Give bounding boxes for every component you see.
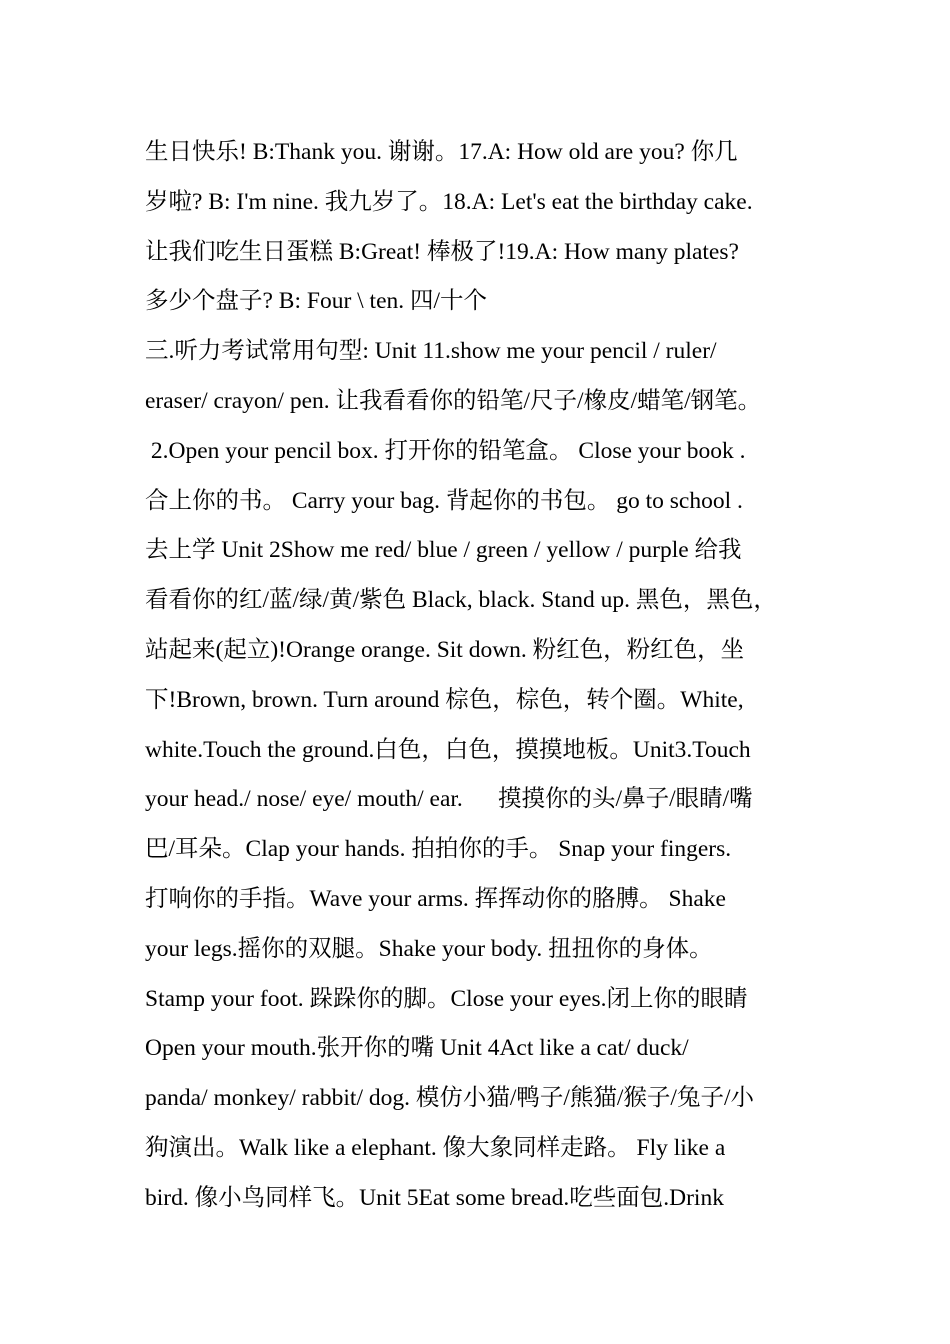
text-line: 下!Brown, brown. Turn around 棕色，棕色，转个圈。White, bbox=[145, 686, 744, 713]
text-line: 去上学 Unit 2Show me red/ blue / green / yellow / purple 给我 bbox=[145, 537, 742, 564]
text-line: 巴/耳朵。Clap your hands. 拍拍你的手。 Snap your fingers. bbox=[145, 836, 732, 863]
text-line: 生日快乐! B:Thank you. 谢谢。17.A: How old are you? 你几 bbox=[145, 139, 738, 165]
text-line: Stamp your foot. 跺跺你的脚。Close your eyes.闭上你的眼睛 bbox=[145, 985, 748, 1012]
text-line: 让我们吃生日蛋糕 B:Great! 棒极了!19.A: How many plates? bbox=[145, 238, 739, 265]
text-line: your legs.摇你的双腿。Shake your body. 扭扭你的身体。 bbox=[145, 935, 713, 962]
text-line: 多少个盘子? B: Four \ ten. 四/十个 bbox=[145, 288, 488, 315]
text-line: 合上你的书。 Carry your bag. 背起你的书包。 go to school . bbox=[145, 487, 743, 514]
text-line: 站起来(起立)!Orange orange. Sit down. 粉红色，粉红色，坐 bbox=[145, 636, 745, 663]
text-line: 岁啦? B: I'm nine. 我九岁了。18.A: Let's eat the birthday cake. bbox=[145, 188, 753, 215]
text-line: 看看你的红/蓝/绿/黄/紫色 Black, black. Stand up. 黑色，黑色， bbox=[145, 587, 777, 614]
text-line: 三.听力考试常用句型: Unit 11.show me your pencil / ruler/ bbox=[145, 338, 717, 365]
text-line: bird. 像小鸟同样飞。Unit 5Eat some bread.吃些面包.Drink bbox=[145, 1184, 724, 1211]
text-line: Open your mouth.张开你的嘴 Unit 4Act like a cat/ duck/ bbox=[145, 1035, 689, 1062]
text-line: 狗演出。Walk like a elephant. 像大象同样走路。 Fly like a bbox=[145, 1134, 726, 1161]
text-line: 2.Open your pencil box. 打开你的铅笔盒。 Close your book . bbox=[145, 437, 746, 464]
text-line: eraser/ crayon/ pen. 让我看看你的铅笔/尺子/橡皮/蜡笔/钢笔。 bbox=[145, 387, 762, 414]
document-body-text bbox=[145, 128, 835, 1224]
text-line: white.Touch the ground.白色，白色，摸摸地板。Unit3.Touch bbox=[145, 736, 751, 763]
text-line: 打响你的手指。Wave your arms. 挥挥动你的胳膊。 Shake bbox=[145, 885, 726, 912]
text-line: panda/ monkey/ rabbit/ dog. 模仿小猫/鸭子/熊猫/猴子/兔子/小 bbox=[145, 1085, 754, 1112]
text-line: your head./ nose/ eye/ mouth/ ear. 摸摸你的头/鼻子/眼睛/嘴 bbox=[145, 786, 753, 813]
